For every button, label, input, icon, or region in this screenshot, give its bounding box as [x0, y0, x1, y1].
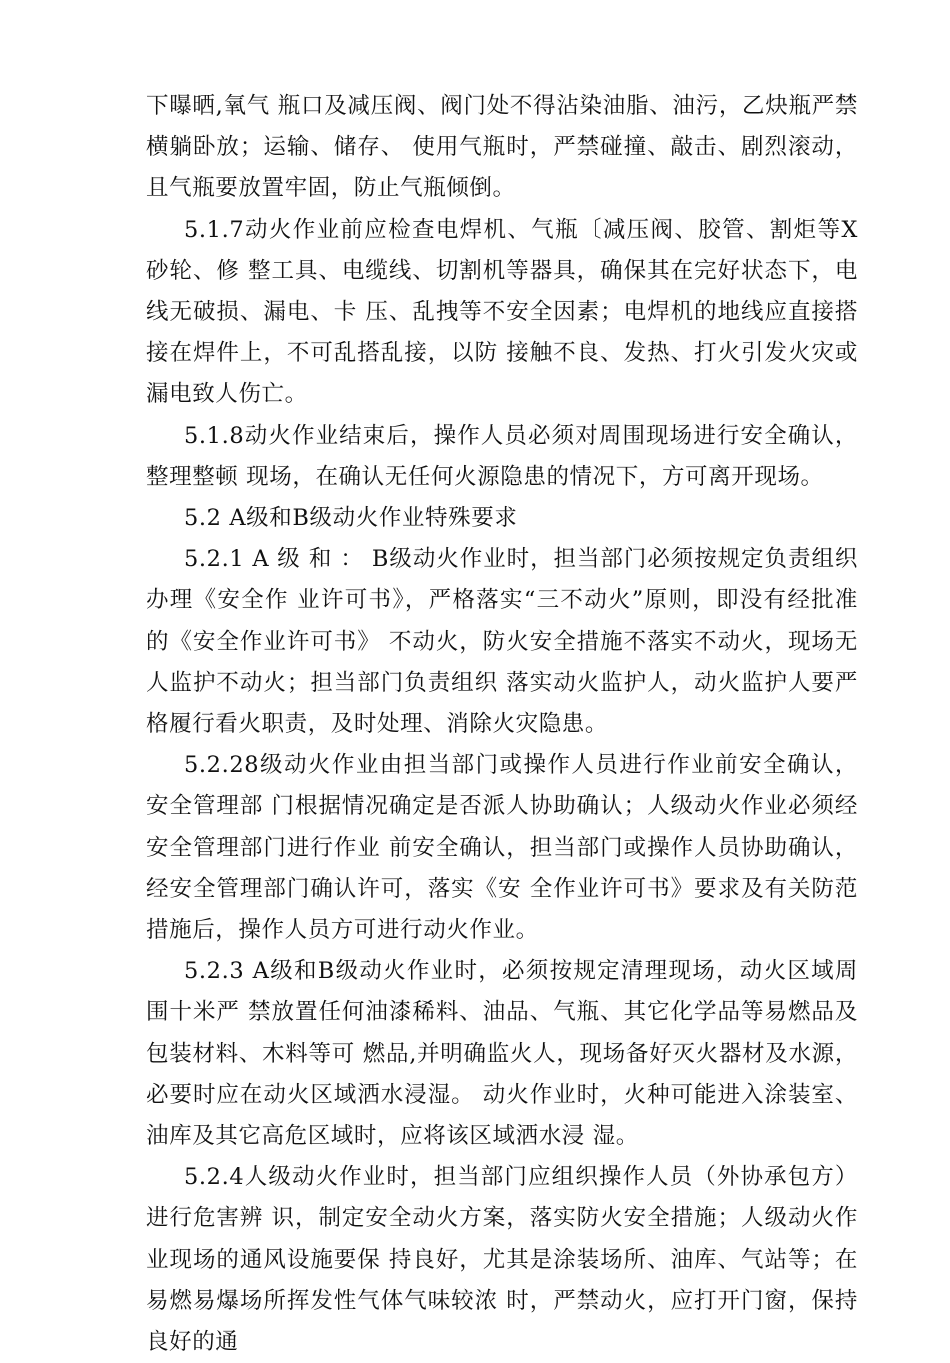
- paragraph-5-2-3: 5.2.3 A级和B级动火作业时，必须按规定清理现场，动火区域周围十米严 禁放置任何油漆稀料、油品、气瓶、其它化学品等易燃品及包装材料、木料等可 燃品,并明确监火人，现场备好灭火器材及水源，必要时应在动火区域洒水浸湿。 动火作业时，火种可能进入涂装室、油库及其它高危区域时，应将该区域洒水浸 湿。: [146, 958, 858, 1150]
- paragraph-5-1-8: 5.1.8动火作业结束后，操作人员必须对周围现场进行安全确认，整理整顿 现场，在确认无任何火源隐患的情况下，方可离开现场。: [146, 422, 858, 490]
- section-heading-5-2: 5.2 A级和B级动火作业特殊要求: [184, 505, 518, 532]
- paragraph-5-2-4: 5.2.4人级动火作业时，担当部门应组织操作人员（外协承包方）进行危害辨 识，制定安全动火方案，落实防火安全措施；人级动火作业现场的通风设施要保 持良好，尤其是涂装场所、油库、气站等；在易燃易爆场所挥发性气体气味较浓 时，严禁动火，应打开门窗，保持良好的通: [146, 1164, 858, 1356]
- paragraph-gas-cylinder-handling: 下曝晒,氧气 瓶口及减压阀、阀门处不得沾染油脂、油污，乙炔瓶严禁横躺卧放；运输、储存、 使用气瓶时，严禁碰撞、敲击、剧烈滚动，且气瓶要放置牢固，防止气瓶倾倒。: [146, 93, 858, 202]
- paragraph-5-2-2: 5.2.28级动火作业由担当部门或操作人员进行作业前安全确认，安全管理部 门根据情况确定是否派人协助确认；人级动火作业必须经安全管理部门进行作业 前安全确认，担当部门或操作人员协助确认，经安全管理部门确认许可，落实《安 全作业许可书》要求及有关防范措施后，操作人员方可进行动火作业。: [146, 752, 858, 944]
- paragraph-5-1-7: 5.1.7动火作业前应检查电焊机、气瓶〔减压阀、胶管、割炬等X砂轮、修 整工具、电缆线、切割机等器具，确保其在完好状态下，电线无破损、漏电、卡 压、乱拽等不安全因素；电焊机的地线应直接搭接在焊件上，不可乱搭乱接，以防 接触不良、发热、打火引发火灾或漏电致人伤亡。: [146, 216, 858, 408]
- paragraph-5-2-1: 5.2.1 A 级 和 ： B级动火作业时，担当部门必须按规定负责组织办理《安全作 业许可书》，严格落实“三不动火”原则，即没有经批准的《安全作业许可书》 不动火，防火安全措施不落实不动火，现场无人监护不动火；担当部门负责组织 落实动火监护人，动火监护人要严格履行看火职责，及时处理、消除火灾隐患。: [146, 546, 858, 738]
